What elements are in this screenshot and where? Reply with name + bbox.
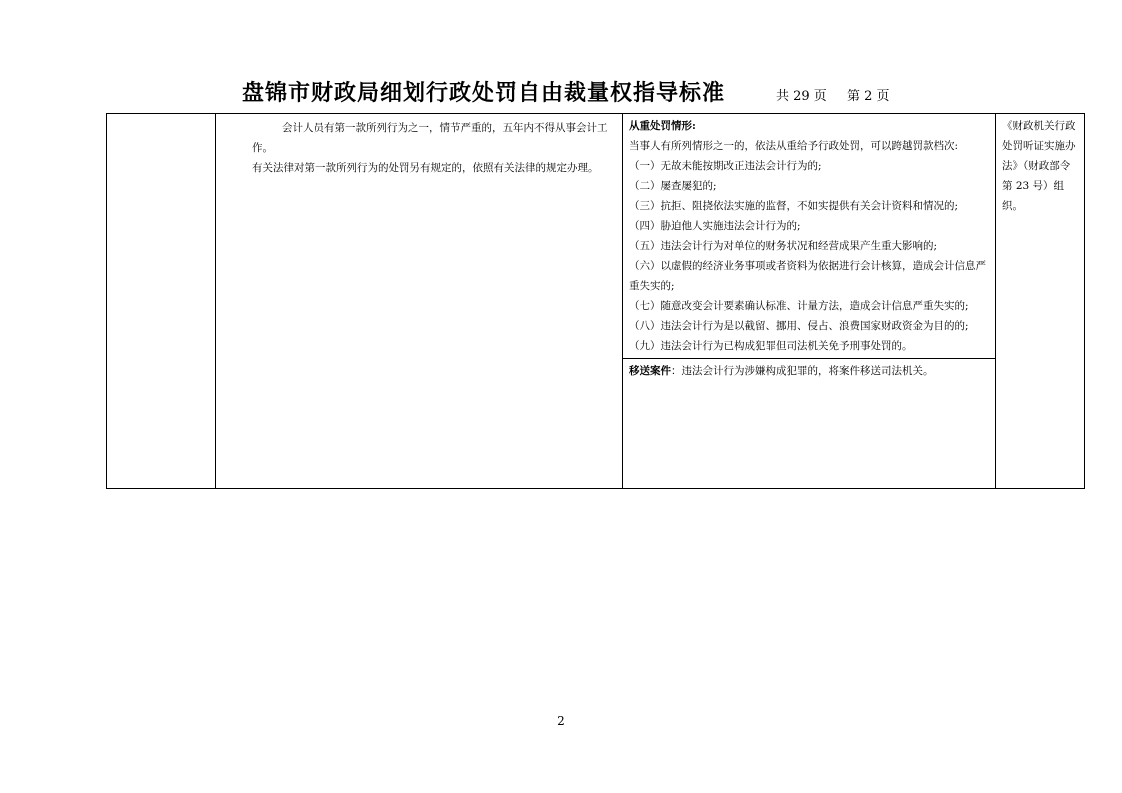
page-header [0,76,1122,112]
transfer-case-block [623,358,995,383]
list-item: （三）抗拒、阻挠依法实施的监督，不如实提供有关会计资料和情况的; [629,200,959,212]
heavy-penalty-heading: 从重处罚情形: [629,120,696,132]
list-item: （四）胁迫他人实施违法会计行为的; [629,220,801,232]
total-pages: 共 29 页 [776,89,827,104]
transfer-heading: 移送案件 [629,365,671,377]
list-item: （五）违法会计行为对单位的财务状况和经营成果产生重大影响的; [629,240,938,252]
current-page: 第 2 页 [846,89,890,104]
page-info [776,85,906,104]
list-item: （八）违法会计行为是以截留、挪用、侵占、浪费国家财政资金为目的的; [629,320,969,332]
list-item: （二）屡查屡犯的; [629,180,717,192]
violation-cell [107,114,216,489]
provision-paragraph-2: 有关法律对第一款所列行为的处罚另有规定的，依照有关法律的规定办理。 [252,162,599,174]
standards-table [106,113,1085,489]
provision-paragraph-1: 会计人员有第一款所列行为之一，情节严重的，五年内不得从事会计工作。 [252,122,608,154]
document-title: 盘锦市财政局细划行政处罚自由裁量权指导标准 [242,80,726,106]
heavy-penalty-intro: 当事人有所列情形之一的，依法从重给予行政处罚，可以跨越罚款档次: [629,140,959,152]
list-item: （七）随意改变会计要素确认标准、计量方法，造成会计信息严重失实的; [629,300,969,312]
penalty-provision-cell [216,114,623,489]
legal-basis-cell [996,114,1085,489]
transfer-text: ：违法会计行为涉嫌构成犯罪的，将案件移送司法机关。 [671,365,934,377]
heavy-penalty-list [629,156,989,356]
list-item: （九）违法会计行为已构成犯罪但司法机关免予刑事处罚的。 [629,340,913,352]
list-item: （一）无故未能按期改正违法会计行为的; [629,160,822,172]
heavy-penalty-block [623,114,995,358]
table-row [107,114,1085,489]
page-number: 2 [557,714,565,728]
discretion-cell [623,114,996,489]
legal-basis-text: 《财政机关行政处罚听证实施办法》（财政部令第 23 号）组织。 [1002,120,1076,212]
list-item: （六）以虚假的经济业务事项或者资料为依据进行会计核算，造成会计信息严重失实的; [629,260,986,292]
